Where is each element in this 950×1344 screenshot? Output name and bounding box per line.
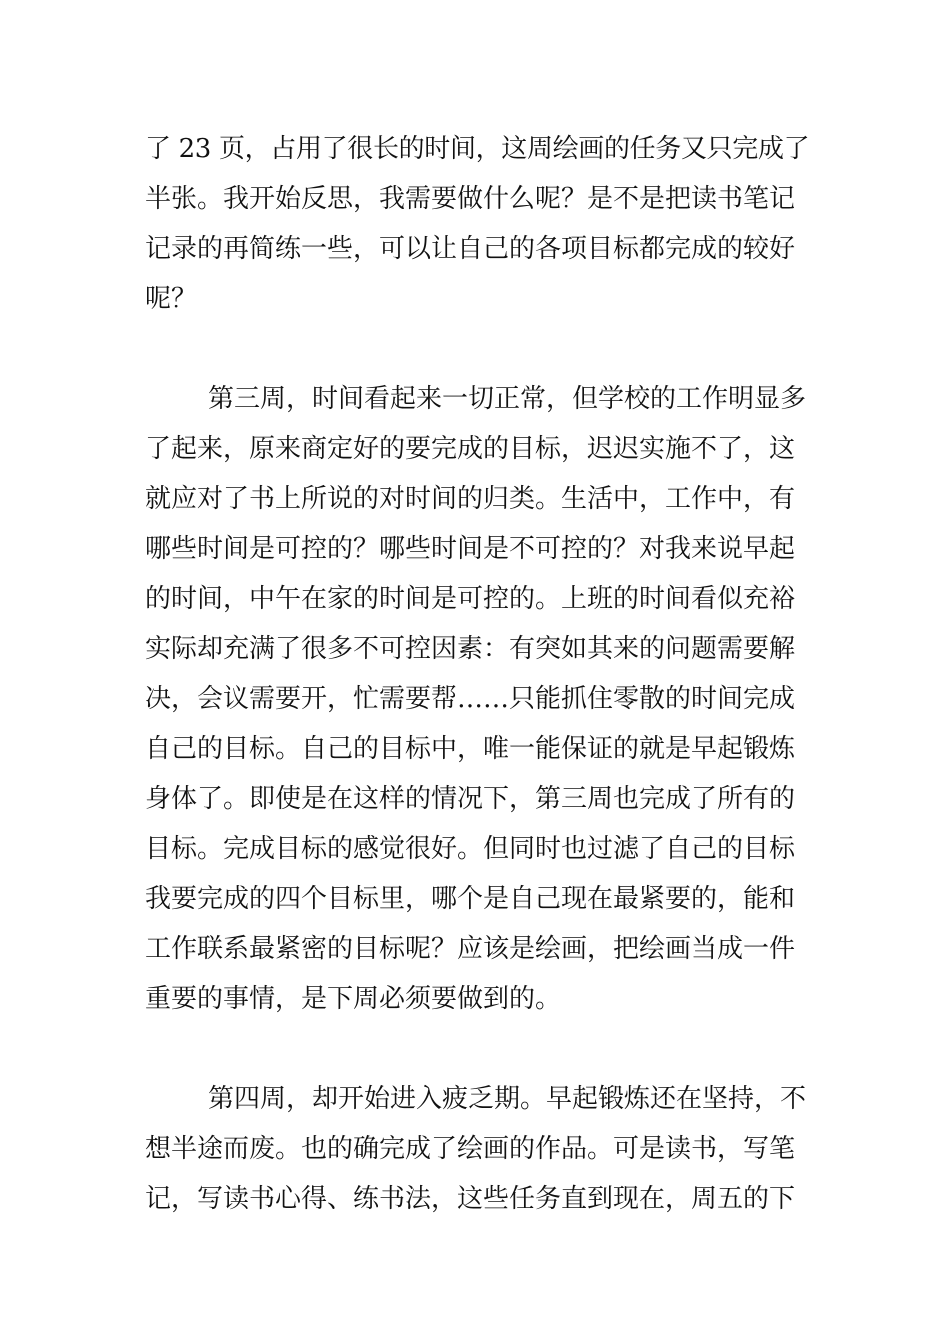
text-line: 记，写读书心得、练书法，这些任务直到现在，周五的下	[145, 1184, 796, 1214]
text-line: 半张。我开始反思，我需要做什么呢？是不是把读书笔记	[145, 184, 796, 214]
text-line: 我要完成的四个目标里，哪个是自己现在最紧要的，能和	[145, 884, 796, 914]
text-line: 了 23 页，占用了很长的时间，这周绘画的任务又只完成了	[145, 134, 810, 164]
text-line: 就应对了书上所说的对时间的归类。生活中，工作中，有	[145, 484, 796, 514]
text-line: 身体了。即使是在这样的情况下，第三周也完成了所有的	[145, 784, 796, 814]
text-line: 目标。完成目标的感觉很好。但同时也过滤了自己的目标	[145, 834, 796, 864]
text-line: 自己的目标。自己的目标中，唯一能保证的就是早起锻炼	[145, 734, 796, 764]
paragraph-first-line: 第四周，却开始进入疲乏期。早起锻炼还在坚持，不	[208, 1084, 807, 1114]
text-line: 重要的事情，是下周必须要做到的。	[145, 984, 562, 1014]
text-line: 的时间，中午在家的时间是可控的。上班的时间看似充裕	[145, 584, 796, 614]
text-line: 实际却充满了很多不可控因素：有突如其来的问题需要解	[145, 634, 796, 664]
text-line: 想半途而废。也的确完成了绘画的作品。可是读书，写笔	[145, 1134, 796, 1164]
paragraph-first-line: 第三周，时间看起来一切正常，但学校的工作明显多	[208, 384, 807, 414]
text-line: 了起来，原来商定好的要完成的目标，迟迟实施不了，这	[145, 434, 796, 464]
text-line: 呢？	[145, 284, 198, 314]
text-line: 记录的再简练一些，可以让自己的各项目标都完成的较好	[145, 234, 796, 264]
text-line: 哪些时间是可控的？哪些时间是不可控的？对我来说早起	[145, 534, 796, 564]
text-line: 决，会议需要开，忙需要帮……只能抓住零散的时间完成	[145, 684, 796, 714]
text-line: 工作联系最紧密的目标呢？应该是绘画，把绘画当成一件	[145, 934, 796, 964]
